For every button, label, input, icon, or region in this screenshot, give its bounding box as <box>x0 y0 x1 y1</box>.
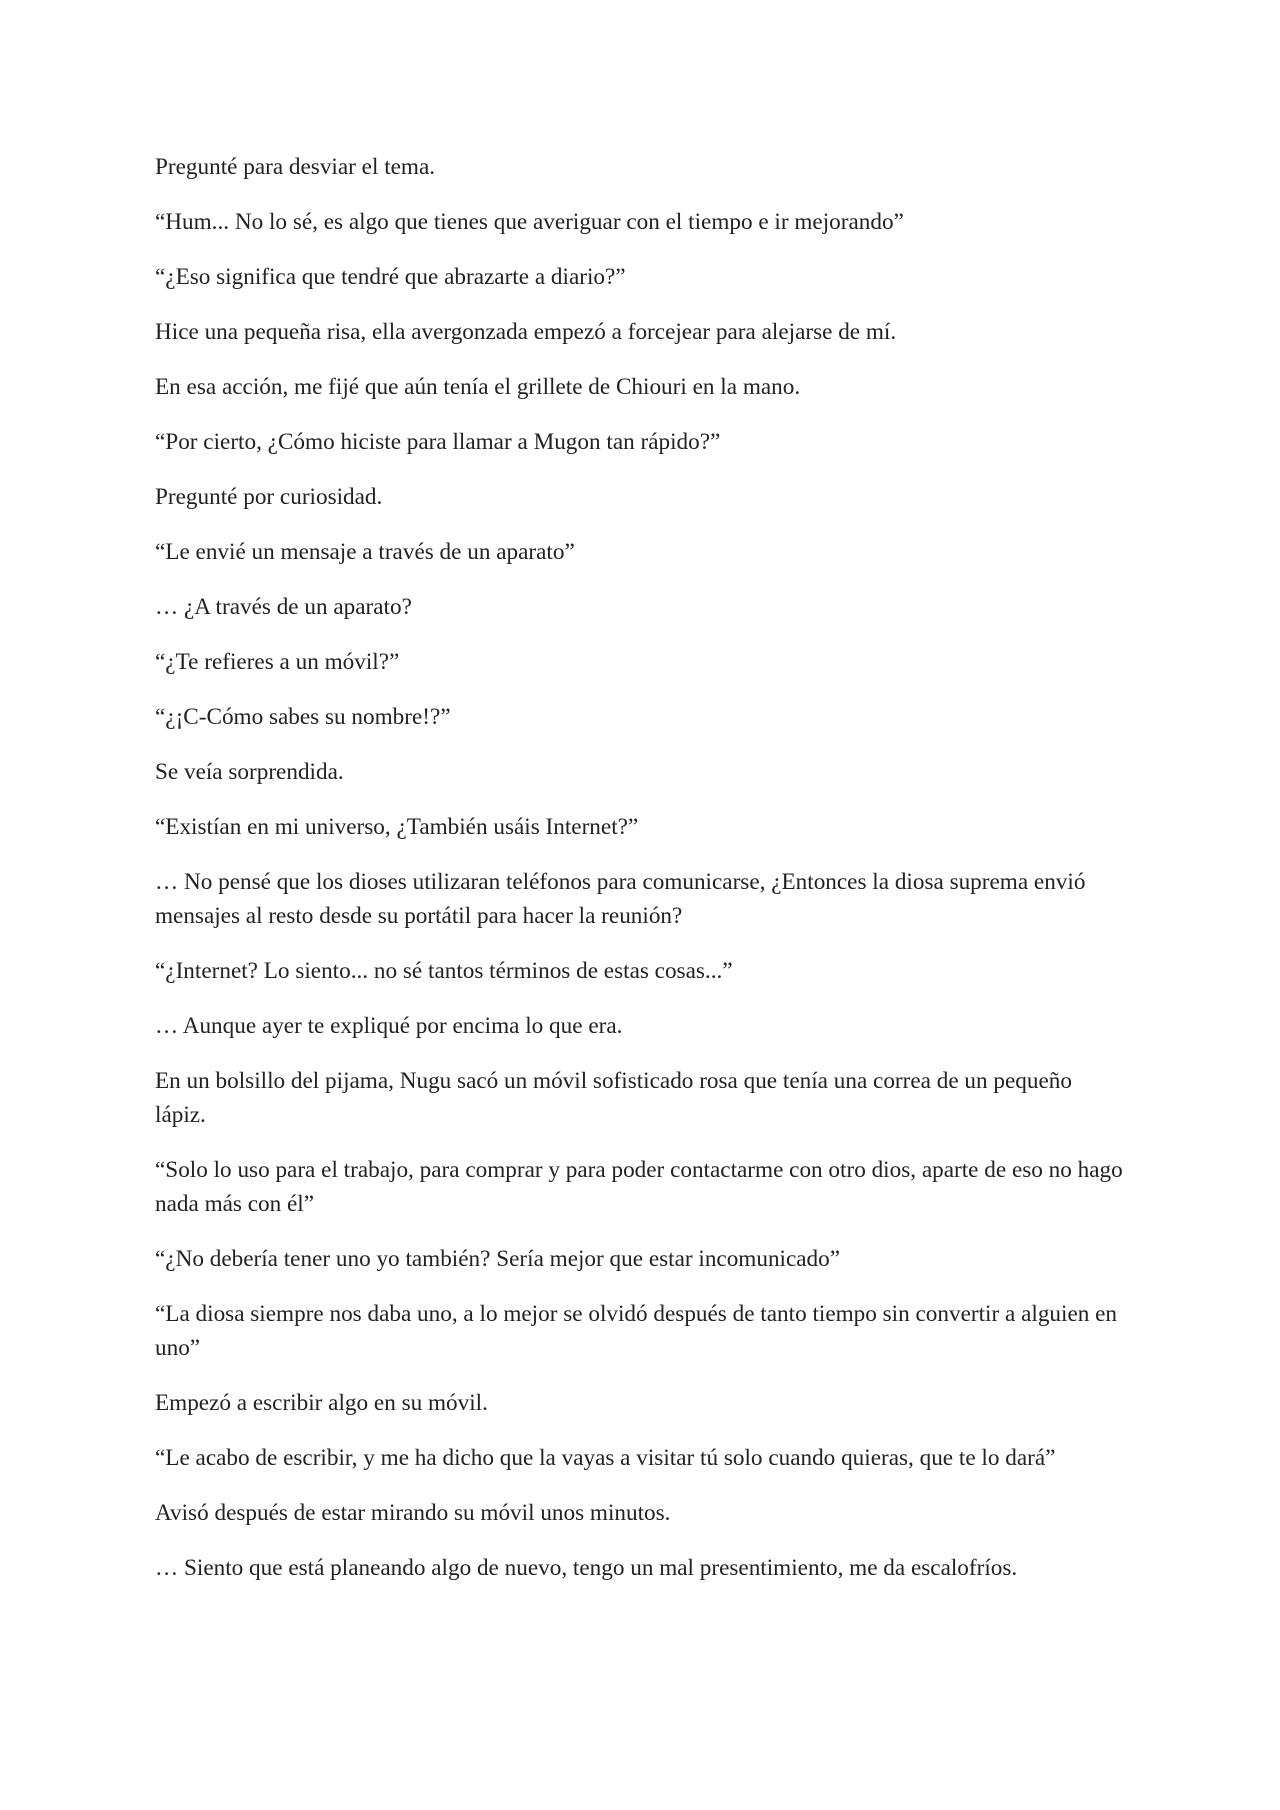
paragraph: En esa acción, me fijé que aún tenía el grillete de Chiouri en la mano. <box>155 374 801 400</box>
paragraph: … Aunque ayer te expliqué por encima lo que era. <box>155 1013 623 1039</box>
paragraph: “Hum... No lo sé, es algo que tienes que averiguar con el tiempo e ir mejorando” <box>155 209 904 235</box>
paragraph: Hice una pequeña risa, ella avergonzada empezó a forcejear para alejarse de mí. <box>155 319 897 345</box>
paragraph: “La diosa siempre nos daba uno, a lo mejor se olvidó después de tanto tiempo sin convertir a alguien en uno” <box>155 1301 1118 1361</box>
paragraph: … ¿A través de un aparato? <box>155 594 412 620</box>
paragraph: En un bolsillo del pijama, Nugu sacó un móvil sofisticado rosa que tenía una correa de un pequeño lápiz. <box>155 1068 1072 1128</box>
paragraph: “¿Internet? Lo siento... no sé tantos términos de estas cosas...” <box>155 958 733 984</box>
paragraph: Pregunté para desviar el tema. <box>155 154 436 180</box>
paragraph: “Le envié un mensaje a través de un aparato” <box>155 539 575 565</box>
paragraph: … No pensé que los dioses utilizaran teléfonos para comunicarse, ¿Entonces la diosa suprema envió mensajes al resto desde su portátil para hacer la reunión? <box>155 869 1086 929</box>
paragraph: “Por cierto, ¿Cómo hiciste para llamar a Mugon tan rápido?” <box>155 429 721 455</box>
paragraph: Pregunté por curiosidad. <box>155 484 383 510</box>
paragraph: … Siento que está planeando algo de nuevo, tengo un mal presentimiento, me da escalofríos. <box>155 1555 1018 1581</box>
paragraph: “Solo lo uso para el trabajo, para comprar y para poder contactarme con otro dios, aparte de eso no hago nada más con él” <box>155 1157 1123 1217</box>
paragraph: “Existían en mi universo, ¿También usáis Internet?” <box>155 814 639 840</box>
paragraph: Se veía sorprendida. <box>155 759 344 785</box>
paragraph: “Le acabo de escribir, y me ha dicho que la vayas a visitar tú solo cuando quieras, que te lo dará” <box>155 1445 1056 1471</box>
paragraph: “¿¡C-Cómo sabes su nombre!?” <box>155 704 451 730</box>
paragraph: Empezó a escribir algo en su móvil. <box>155 1390 488 1416</box>
paragraph: Avisó después de estar mirando su móvil unos minutos. <box>155 1500 671 1526</box>
paragraph: “¿Eso significa que tendré que abrazarte a diario?” <box>155 264 626 290</box>
paragraph: “¿Te refieres a un móvil?” <box>155 649 400 675</box>
document-page <box>155 150 1125 1606</box>
paragraph: “¿No debería tener uno yo también? Sería mejor que estar incomunicado” <box>155 1246 841 1272</box>
